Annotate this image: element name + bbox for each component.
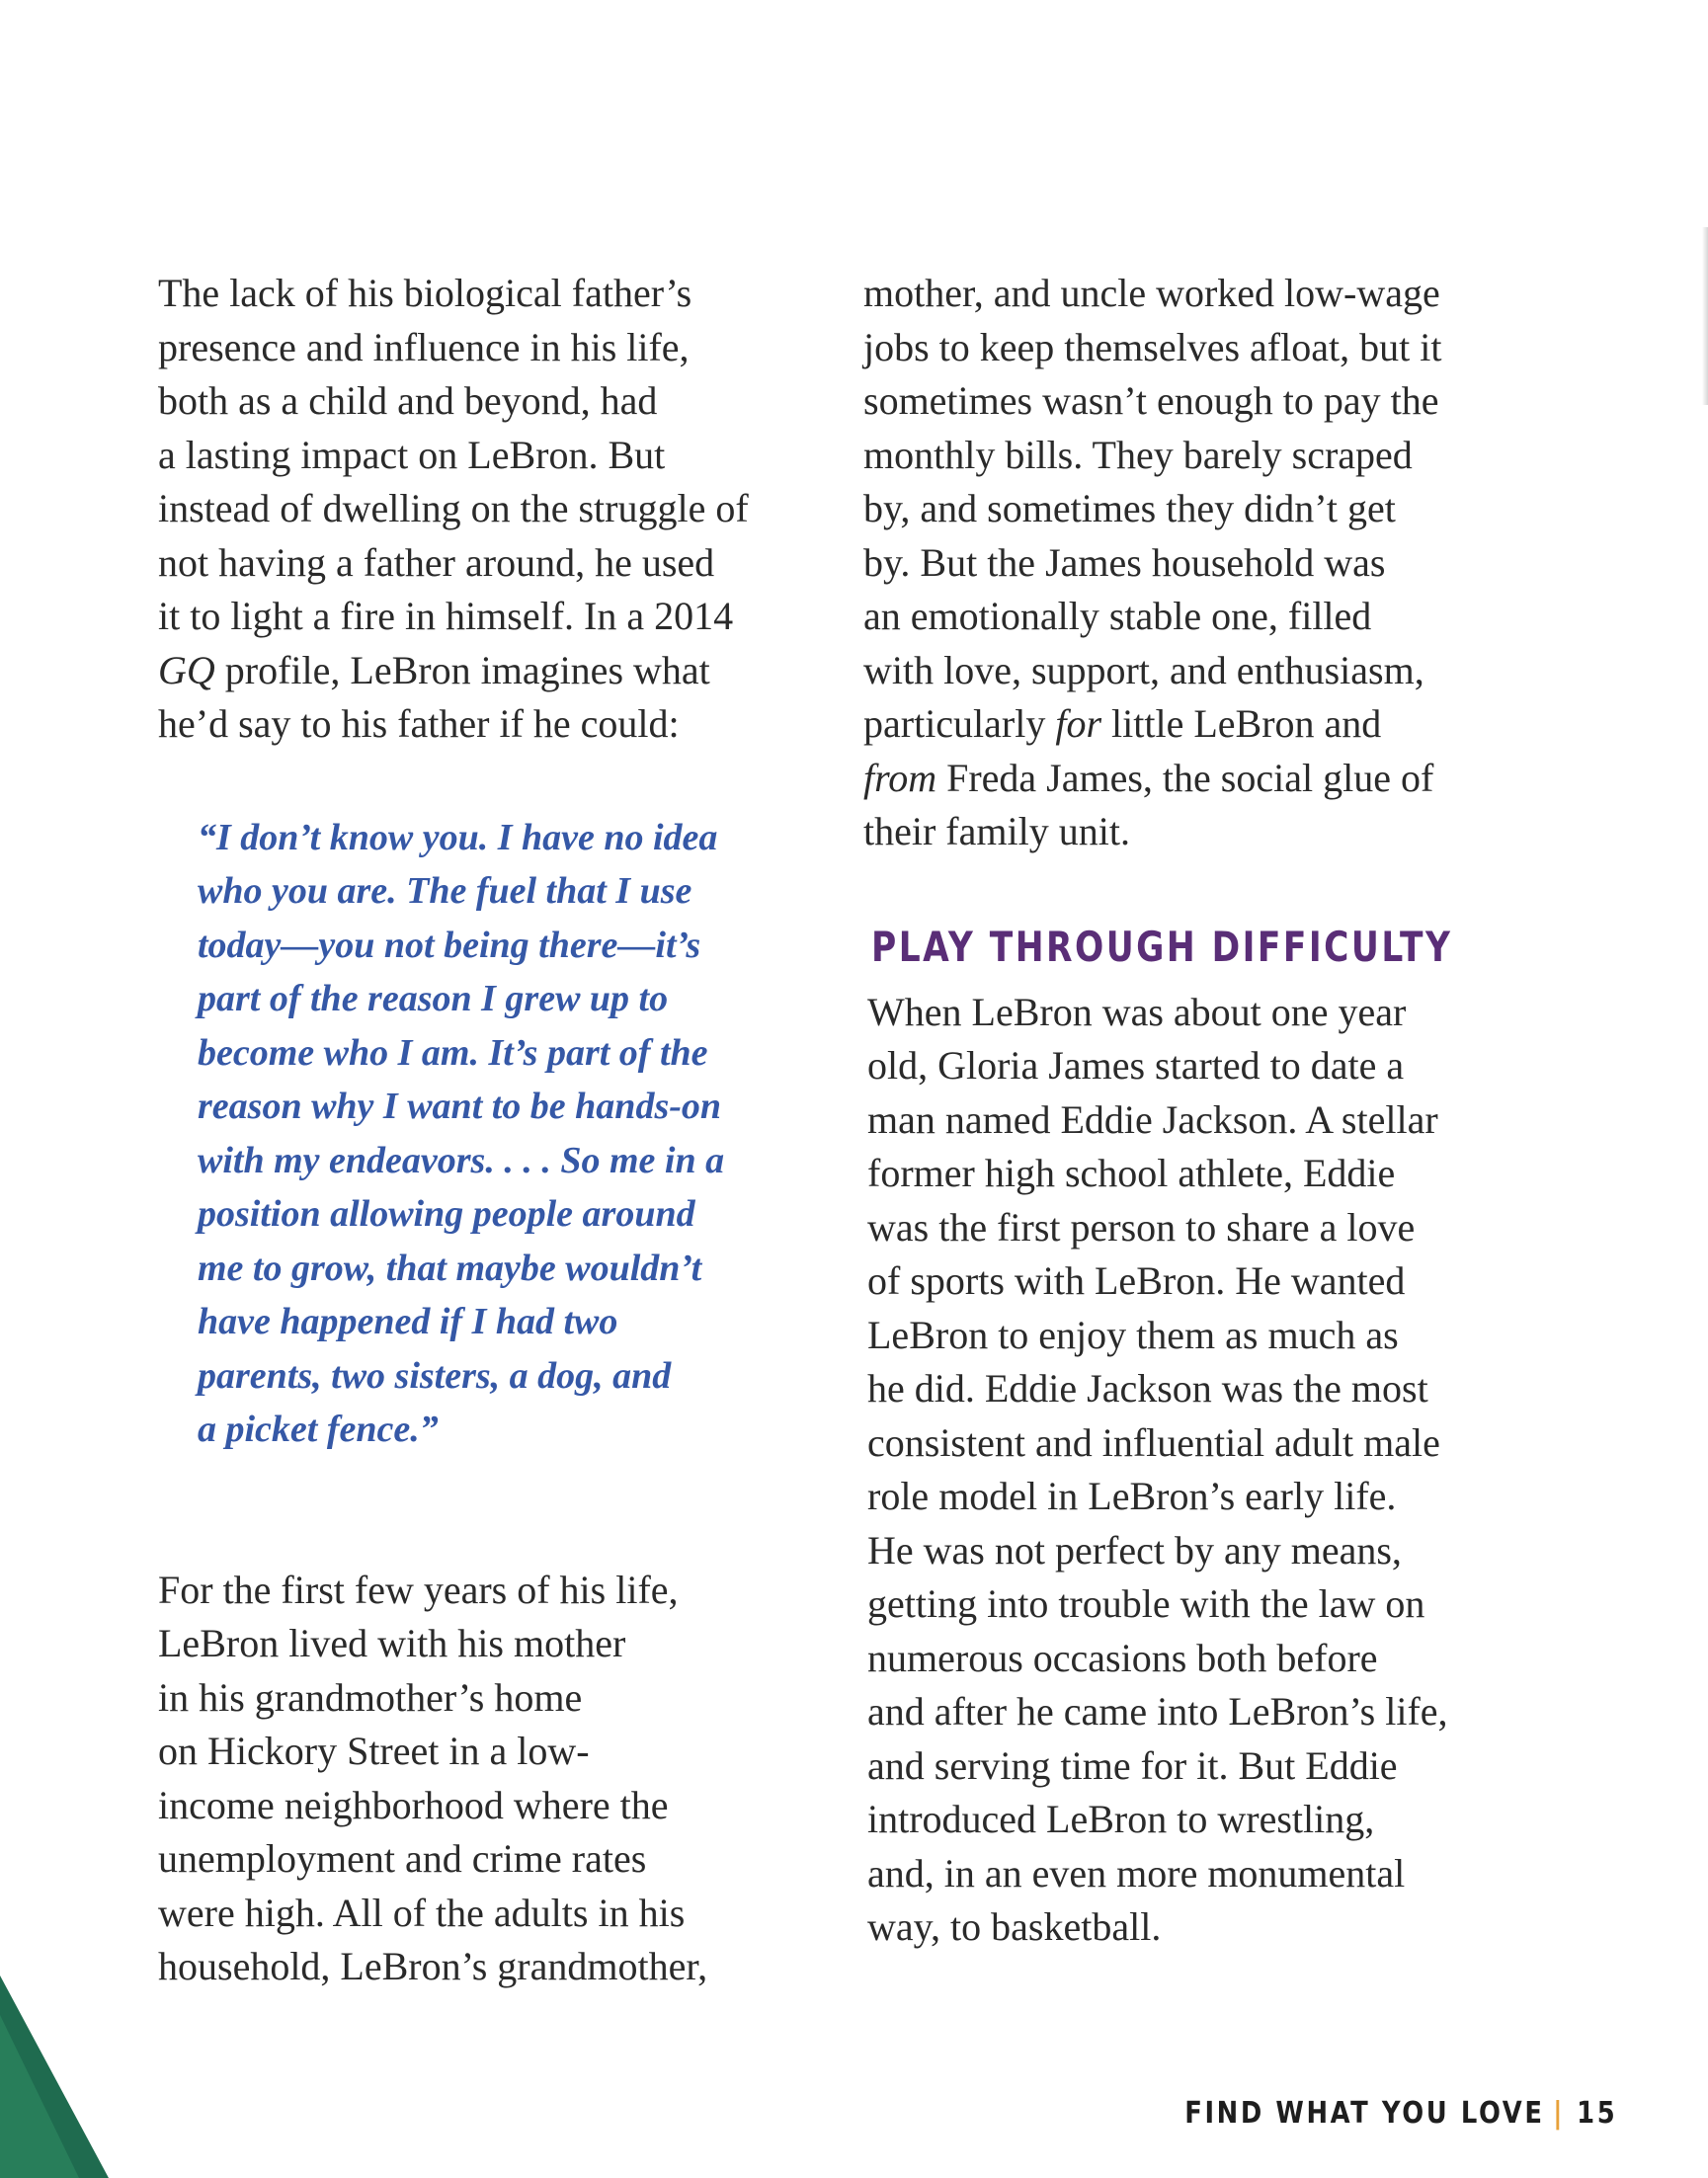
body-paragraph (863, 267, 1545, 859)
paragraph-text: Freda James, the social glue of their family unit. (863, 755, 1434, 853)
corner-decoration (0, 1976, 109, 2178)
section-heading: PLAY THROUGH DIFFICULTY (871, 922, 1453, 971)
page-number: 15 (1576, 2096, 1617, 2131)
page-footer (1184, 2096, 1617, 2131)
paragraph-text: The lack of his biological father’s presence and influence in his life, both as a child and beyond, had a lasting impact on LeBron. But instead of dwelling on the struggle of not having a father around, he used it to light a fire in himself. In a 2014 (158, 271, 749, 638)
emphasis-text: for (1055, 701, 1102, 746)
paragraph-text: little LeBron and (1111, 701, 1382, 746)
left-column (158, 267, 840, 1994)
right-column (863, 267, 1545, 1955)
paragraph-text: profile, LeBron imagines what he’d say to his father if he could: (158, 647, 710, 746)
page-edge-shadow (1702, 227, 1708, 405)
footer-separator: | (1552, 2096, 1565, 2131)
paragraph-text: mother, and uncle worked low-wage jobs to keep themselves afloat, but it sometimes wasn’t enough to pay the monthly bills. They barely scraped by, and sometimes they didn’t get by. But the James household was an emotionally stable one, filled with love, support, and enthusiasm, particularly (863, 271, 1442, 746)
pull-quote: “I don’t know you. I have no idea who you are. The fuel that I use today—you not being there—it’s part of the reason I grew up to become who I am. It’s part of the reason why I want to be hands-on with my endeavors. . . . So me in a position allowing people around me to grow, that maybe wouldn’t have happened if I had two parents, two sisters, a dog, and a picket fence.” (198, 816, 725, 1450)
publication-name: GQ (158, 647, 215, 692)
body-paragraph: For the first few years of his life, LeBron lived with his mother in his grandmother’s home on Hickory Street in a low- income neighborhood where the unemployment and crime rates were high. All of the adults in his household, LeBron’s grandmother, (158, 1567, 708, 1988)
body-paragraph: When LeBron was about one year old, Gloria James started to date a man named Eddie Jackson. A stellar former high school athlete, Eddie was the first person to share a love of sports with LeBron. He wanted LeBron to enjoy them as much as he did. Eddie Jackson was the most consistent and influential adult male role model in LeBron’s early life. He was not perfect by any means, getting into trouble with the law on numerous occasions both before and after he came into LeBron’s life, and serving time for it. But Eddie introduced LeBron to wrestling, and, in an even more monumental way, to basketball. (867, 989, 1448, 1949)
body-paragraph (158, 267, 840, 752)
running-footer-title: FIND WHAT YOU LOVE (1184, 2096, 1545, 2131)
emphasis-text: from (863, 755, 937, 800)
